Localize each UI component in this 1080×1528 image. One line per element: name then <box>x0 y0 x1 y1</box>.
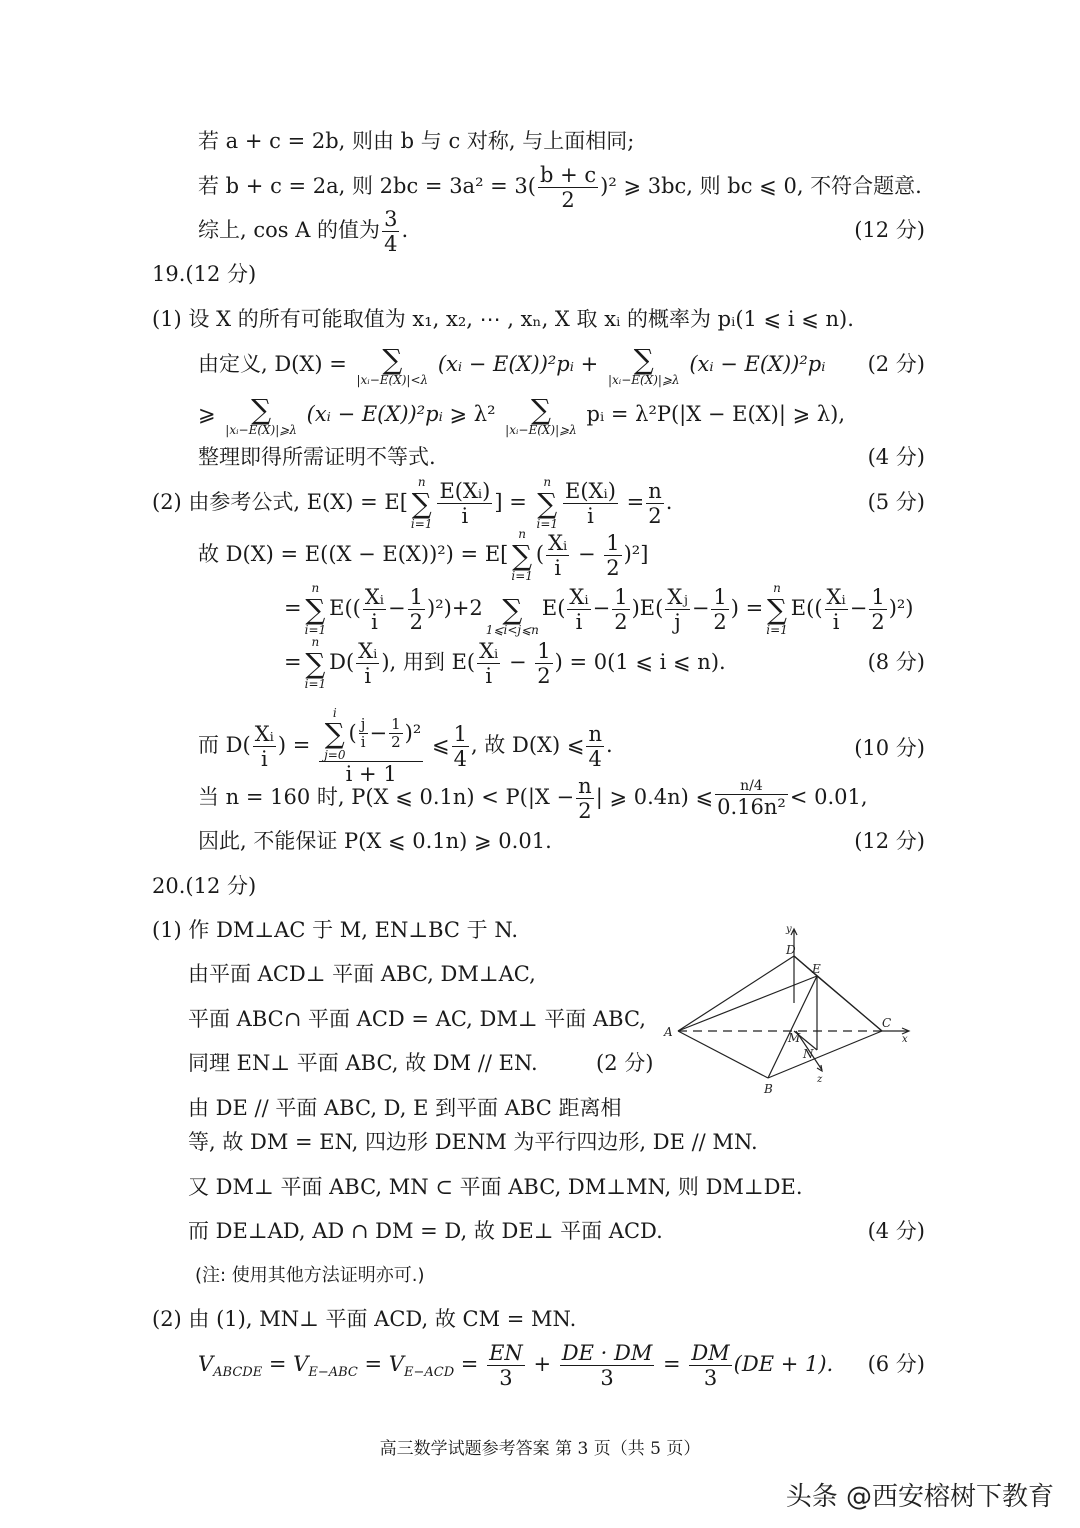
fraction: i ∑ j=0 ( $\frac{j}{i}$ − $\frac{1}{2}$ )² i + 1 <box>319 707 423 787</box>
score-mark: (6 分) <box>867 1352 925 1376</box>
q18-line-3: 综上, cos A 的值为 $\frac{3}{4}$ . <box>198 206 409 256</box>
sum-symbol: n ∑ i=1 <box>304 581 327 638</box>
fraction: $\frac{1}{2}$ <box>409 584 424 634</box>
sum-symbol: ∑ |xᵢ−E(X)|⩾λ <box>607 342 680 387</box>
point-label-D: D <box>786 943 796 957</box>
fraction: $\frac{\text{Xᵢ}}{i}$ <box>548 530 568 580</box>
score-mark: (2 分) <box>596 1051 654 1075</box>
fraction: $\frac{DE \cdot DM}{3}$ <box>561 1340 653 1390</box>
sum-symbol: n ∑ i=1 <box>304 635 327 692</box>
fraction: $\frac{3}{4}$ <box>384 206 398 256</box>
score-mark: (10 分) <box>854 736 925 760</box>
axis-label-x: x <box>902 1034 908 1045</box>
fraction: $\frac{\text{E(Xᵢ)}}{i}$ <box>439 478 491 528</box>
fraction: $\frac{n/4}{\text{0.16n²}}$ <box>717 777 786 819</box>
axis-label-z: z <box>817 1074 823 1085</box>
sum-symbol: ∑ |xᵢ−E(X)|⩾λ <box>225 392 297 437</box>
fraction: $\frac{\text{Xᵢ}}{i}$ <box>364 584 385 634</box>
fraction: $\frac{n}{2}$ <box>578 773 592 823</box>
edge-BC <box>768 1031 882 1078</box>
fraction: $\frac{1}{2}$ <box>871 584 885 634</box>
sum-symbol: n ∑ i=1 <box>511 527 533 584</box>
point-label-B: B <box>764 1082 773 1096</box>
q19-variance-sum: = n ∑ i=1 D( $\frac{\text{Xᵢ}}{i}$ ), 用到 E( $\frac{\text{Xᵢ}}{i}$ − $\frac{1}{2}$ ) = 0(1 ⩽ i ⩽ n). <box>284 635 726 692</box>
point-label-N: N <box>803 1047 814 1061</box>
axis-label-y: y <box>786 924 792 935</box>
q20-line-8: 而 DE⊥AD, AD ∩ DM = D, 故 DE⊥ 平面 ACD. <box>188 1219 663 1243</box>
sum-symbol: ∑ |xᵢ−E(X)|⩾λ <box>505 392 577 437</box>
q20-line-4: 同理 EN⊥ 平面 ABC, 故 DM // EN. <box>188 1051 538 1075</box>
fraction: $\frac{\text{Xᵢ}}{i}$ <box>254 721 274 771</box>
fraction: $\frac{EN}{3}$ <box>489 1340 523 1390</box>
sum-symbol: n ∑ i=1 <box>410 475 433 532</box>
q18-line-2: 若 b + c = 2a, 则 2bc = 3a² = 3( $\frac{b + c}{2}$ )² ⩾ 3bc, 则 bc ⩽ 0, 不符合题意. <box>198 162 922 212</box>
fraction: $\frac{1}{2}$ <box>614 584 628 634</box>
fraction: $\frac{1}{2}$ <box>391 715 401 752</box>
sum-symbol: n ∑ i=1 <box>766 581 788 638</box>
edge-EB <box>768 976 817 1078</box>
sum-symbol: n ∑ i=1 <box>536 475 559 532</box>
point-label-A: A <box>664 1025 673 1039</box>
fraction: $\frac{1}{2}$ <box>713 584 727 634</box>
score-mark: (5 分) <box>867 490 925 514</box>
watermark: 头条 @西安榕树下教育 <box>785 1482 1054 1512</box>
q20-note: (注: 使用其他方法证明亦可.) <box>195 1265 425 1286</box>
q18-line-1: 若 a + c = 2b, 则由 b 与 c 对称, 与上面相同; <box>198 129 635 153</box>
edge-AD <box>678 956 794 1031</box>
q20-line-3: 平面 ABC∩ 平面 ACD = AC, DM⊥ 平面 ABC, <box>188 1007 646 1031</box>
fraction: $\frac{\text{Xᵢ}}{i}$ <box>826 584 846 634</box>
edge-EA <box>678 976 817 1031</box>
q19-n-160: 当 n = 160 时, P(X ⩽ 0.1n) < P(|X − $\frac{n}{2}$ | ⩾ 0.4n) ⩽ $\frac{n/4}{\text{0.16n²}}$ < 0.01, <box>198 773 868 823</box>
score-mark: (4 分) <box>867 445 925 469</box>
fraction: $\frac{1}{2}$ <box>606 530 620 580</box>
sum-symbol: i ∑ j=0 <box>324 705 346 762</box>
fraction: $\frac{\text{Xⱼ}}{j}$ <box>667 584 688 634</box>
fraction: $\frac{1}{4}$ <box>453 721 467 771</box>
q20-part2: (2) 由 (1), MN⊥ 平面 ACD, 故 CM = MN. <box>152 1307 577 1331</box>
fraction: $\frac{\text{Xᵢ}}{i}$ <box>358 638 378 688</box>
score-mark: (12 分) <box>854 218 925 242</box>
fraction: $\frac{b + c}{2}$ <box>540 162 597 212</box>
q19-variance-def: 故 D(X) = E((X − E(X))²) = E[ n ∑ i=1 ( $\frac{\text{Xᵢ}}{i}$ − $\frac{1}{2}$ )²] <box>198 527 649 584</box>
fraction: $\frac{n}{4}$ <box>588 721 602 771</box>
edge-AB <box>678 1031 768 1078</box>
fraction: $\frac{j}{i}$ <box>360 715 366 752</box>
q20-volume: $V_{ABCDE} = V_{E-ABC} = V_{E-ACD}$ = $\frac{EN}{3}$ + $\frac{DE \cdot DM}{3}$ = $\frac{DM}{3}$ (DE + 1). <box>198 1340 834 1390</box>
score-mark: (12 分) <box>854 829 925 853</box>
q20-line-1: (1) 作 DM⊥AC 于 M, EN⊥BC 于 N. <box>152 918 519 942</box>
score-mark: (8 分) <box>867 650 925 674</box>
edge-EC <box>817 976 882 1031</box>
page-footer: 高三数学试题参考答案 第 3 页（共 5 页） <box>379 1439 701 1459</box>
q20-line-7: 又 DM⊥ 平面 ABC, MN ⊂ 平面 ABC, DM⊥MN, 则 DM⊥DE. <box>188 1175 803 1199</box>
q19-heading: 19.(12 分) <box>152 262 257 286</box>
q19-part1-setup: (1) 设 X 的所有可能取值为 x₁, x₂, ⋯ , xₙ, X 取 xᵢ 的概率为 pᵢ(1 ⩽ i ⩽ n). <box>152 307 854 331</box>
fraction: $\frac{DM}{3}$ <box>691 1340 730 1390</box>
q19-tidy: 整理即得所需证明不等式. <box>198 445 436 469</box>
sum-symbol: ∑ |xᵢ−E(X)|<λ <box>356 342 429 387</box>
score-mark: (2 分) <box>867 352 925 376</box>
q19-variance-bound: 而 D( $\frac{\text{Xᵢ}}{i}$ ) = i ∑ j=0 ( $\frac{j}{i}$ − $\frac{1}{2}$ )² i + 1 ⩽ $\frac{1}{4}$ , 故 D(X) ⩽ $\frac{n}{4}$ . <box>198 705 613 787</box>
q19-conclusion: 因此, 不能保证 P(X ⩽ 0.1n) ⩾ 0.01. <box>198 829 552 853</box>
q20-line-2: 由平面 ACD⊥ 平面 ABC, DM⊥AC, <box>188 962 536 986</box>
point-label-C: C <box>882 1016 892 1030</box>
fraction: $\frac{n}{2}$ <box>648 478 662 528</box>
geometry-figure <box>660 918 920 1103</box>
point-label-E: E <box>812 962 821 976</box>
point-label-M: M <box>788 1031 801 1045</box>
q19-inequality: ⩾ ∑ |xᵢ−E(X)|⩾λ (xᵢ − E(X))²pᵢ ⩾ λ² ∑ |xᵢ−E(X)|⩾λ pᵢ = λ²P(|X − E(X)| ⩾ λ), <box>198 392 846 437</box>
fraction: $\frac{\text{Xᵢ}}{i}$ <box>479 638 499 688</box>
fraction: $\frac{\text{Xᵢ}}{i}$ <box>569 584 589 634</box>
q20-heading: 20.(12 分) <box>152 874 257 898</box>
fraction: $\frac{\text{E(Xᵢ)}}{i}$ <box>565 478 616 528</box>
q19-part2-expectation: (2) 由参考公式, E(X) = E[ n ∑ i=1 $\frac{\text{E(Xᵢ)}}{i}$ ] = n ∑ i=1 $\frac{\text{E(Xᵢ)}}{i}$ = $\frac{n}{2}$ . <box>152 475 673 532</box>
score-mark: (4 分) <box>867 1219 925 1243</box>
q19-definition: 由定义, D(X) = ∑ |xᵢ−E(X)|<λ (xᵢ − E(X))²pᵢ + ∑ |xᵢ−E(X)|⩾λ (xᵢ − E(X))²pᵢ <box>198 342 826 387</box>
q20-line-5: 由 DE // 平面 ABC, D, E 到平面 ABC 距离相 <box>188 1096 622 1120</box>
q19-variance-expand: = n ∑ i=1 E(( $\frac{\text{Xᵢ}}{i}$ − $\frac{1}{2}$ )²)+2 ∑ 1⩽i<j⩽n E( $\frac{\text{Xᵢ}}{i}$ − $\frac{1}{2}$ )E( $\frac{\text{Xⱼ}}{j}$ − $\frac{1}{2}$ ) = n ∑ i=1 E(( $\frac{\text{Xᵢ}}{i}$ − $\frac{1}{2}$ )²) <box>284 581 914 638</box>
sum-symbol: ∑ 1⩽i<j⩽n <box>485 592 539 638</box>
fraction: $\frac{1}{2}$ <box>537 638 551 688</box>
q20-line-6: 等, 故 DM = EN, 四边形 DENM 为平行四边形, DE // MN. <box>188 1130 758 1154</box>
